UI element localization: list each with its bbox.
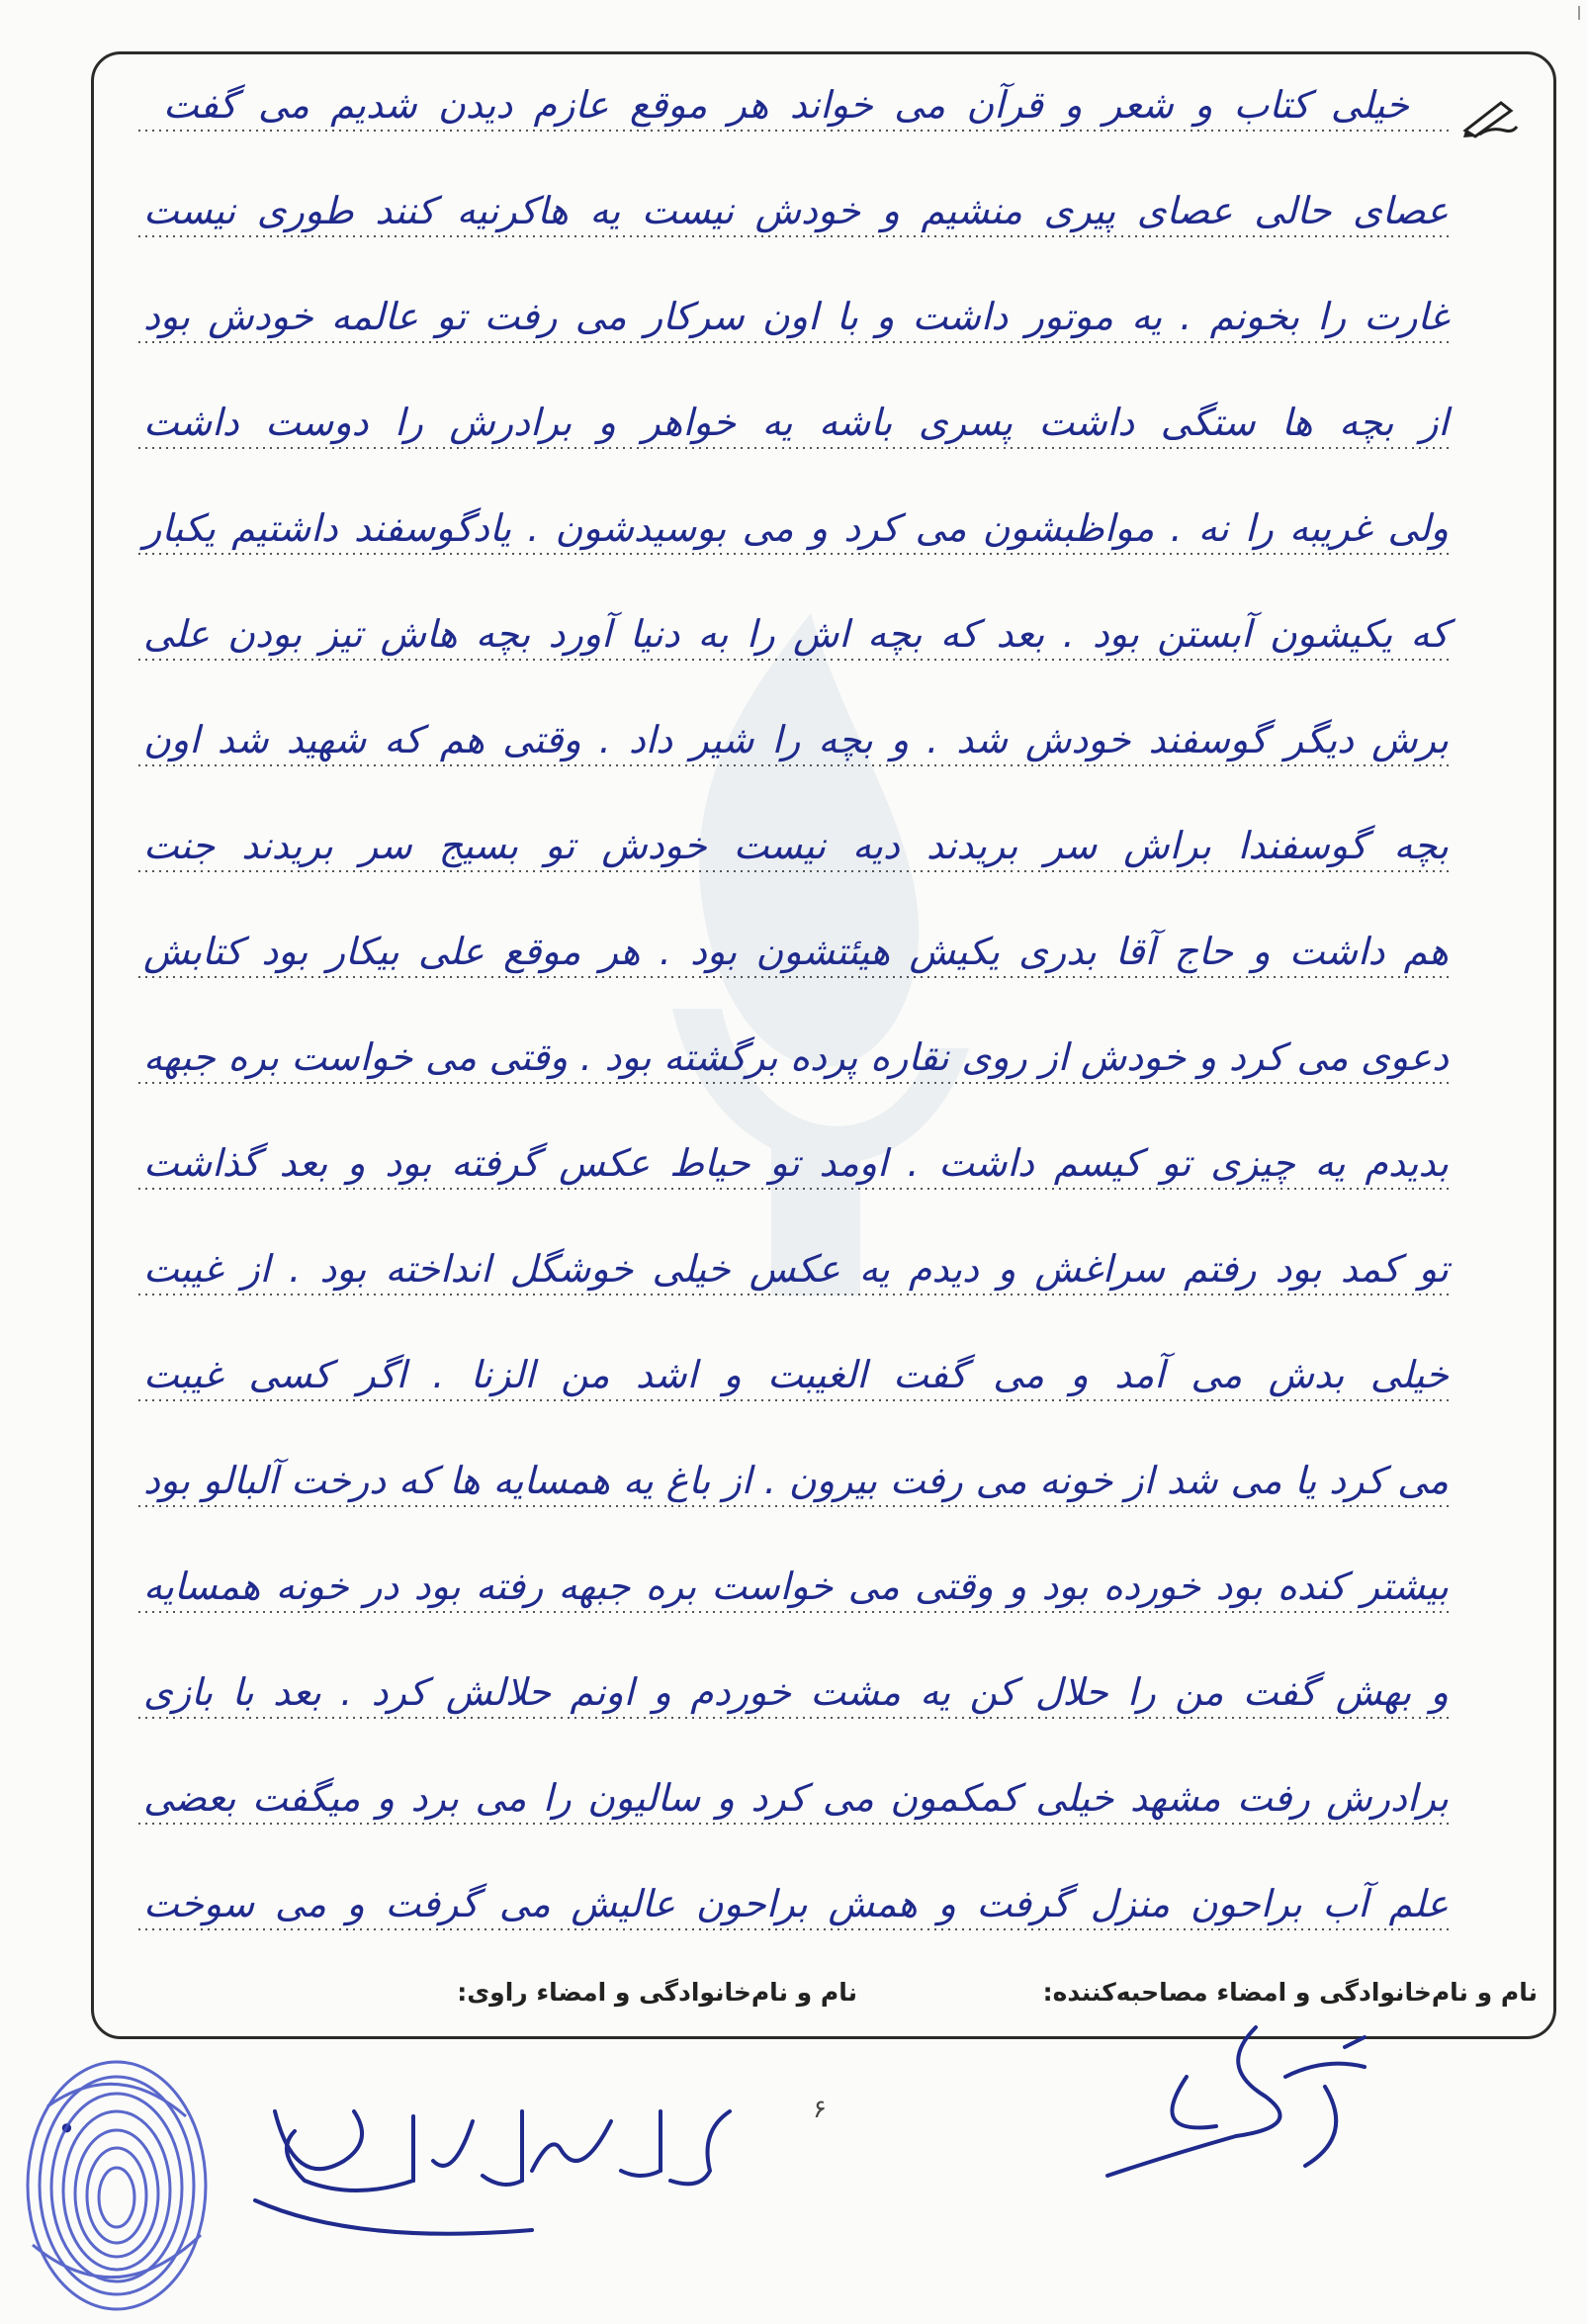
- handwritten-line: خیلی بدش می آمد و می گفت الغیبت و اشد من الزنا . اگر کسی غیبت: [143, 1353, 1449, 1396]
- handwritten-line: تو کمد بود رفتم سراغش و دیدم یه عکس خیلی خوشگل انداخته بود . از غیبت: [143, 1247, 1449, 1291]
- handwritten-line: عصای حالی عصای پیری منشیم و خودش نیست یه هاکرنیه کنند طوری نیست: [143, 189, 1449, 232]
- handwritten-line: که یکیشون آبستن بود . بعد که بچه اش را به دنیا آورد بچه هاش تیز بودن علی: [143, 612, 1449, 656]
- handwritten-line: بدیدم یه چیزی تو کیسم داشت . اومد تو حیاط عکس گرفته بود و بعد گذاشت: [143, 1141, 1449, 1185]
- interviewer-signature: [1068, 2017, 1394, 2186]
- handwritten-line: از بچه ها ستگی داشت پسری باشه یه خواهر و برادرش را دوست داشت: [143, 401, 1449, 444]
- handwritten-line: هم داشت و حاج آقا بدری یکیش هیئتشون بود . هر موقع علی بیکار بود کتابش: [143, 930, 1449, 973]
- handwritten-line: ولی غریبه را نه . مواظبشون می کرد و می بوسیدشون . یادگوسفند داشتیم یکبار: [143, 506, 1449, 550]
- handwritten-line: بچه گوسفندا براش سر بریدند دیه نیست خودش تو بسیج سر بریدند جنت: [143, 824, 1449, 867]
- handwritten-line: برش دیگر گوسفند خودش شد . و بچه را شیر داد . وقتی هم که شهید شد اون: [143, 718, 1449, 761]
- line-end-dot: •: [57, 2110, 76, 2148]
- interviewer-signature-label: نام و نام‌خانوادگی و امضاء مصاحبه‌کننده:: [1042, 1978, 1538, 2007]
- handwritten-line: غارت را بخونم . یه موتور داشت و با اون سرکار می رفت تو عالمه خودش بود: [143, 295, 1449, 338]
- handwritten-line: دعوی می کرد و خودش از روی نقاره پرده برگشته بود . وقتی می خواست بره جبهه: [143, 1035, 1449, 1079]
- pen-writing-icon: [1461, 97, 1519, 138]
- handwritten-line: و بهش گفت من را حلال کن یه مشت خوردم و اونم حلالش کرد . بعد با بازی: [143, 1670, 1449, 1714]
- handwritten-line: علم آب براحون منزل گرفت و همش براحون عالیش می گرفت و می سوخت: [143, 1882, 1449, 1925]
- handwritten-line: برادرش رفت مشهد خیلی کمکمون می کرد و سالیون را می برد و میگفت بعضی: [143, 1776, 1449, 1820]
- signature-labels: [336, 1978, 1538, 2017]
- handwritten-line: خیلی کتاب و شعر و قرآن می خواند هر موقع عازم دیدن شدیم می گفت: [163, 83, 1409, 127]
- narrator-signature-label: نام و نام‌خانوادگی و امضاء راوی:: [457, 1978, 857, 2007]
- narrator-signature: [235, 2072, 749, 2255]
- handwritten-line: بیشتر کنده بود خورده بود و وقتی می خواست بره جبهه رفته بود در خونه همسایه: [143, 1564, 1449, 1608]
- handwritten-line: می کرد یا می شد از خونه می رفت بیرون . از باغ یه همسایه ها که درخت آلبالو بود: [143, 1459, 1449, 1502]
- page-number: ۶: [813, 2095, 827, 2124]
- fingerprint-image: [8, 2047, 216, 2324]
